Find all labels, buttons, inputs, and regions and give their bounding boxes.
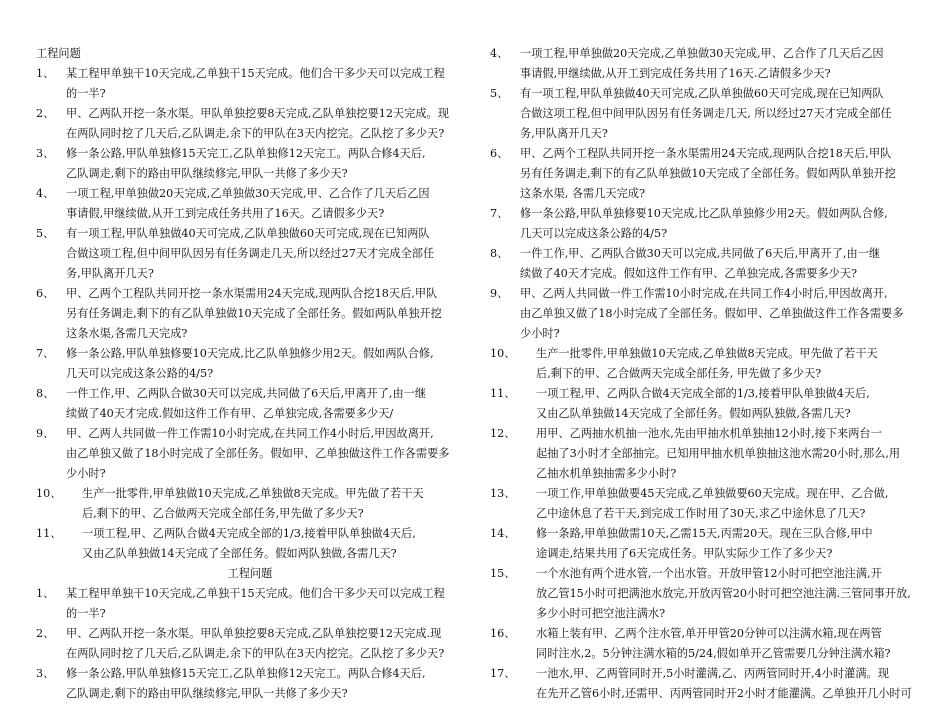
problem-item (490, 244, 918, 284)
problem-text-line: 的一半? (66, 607, 106, 620)
problem-text-line: 起抽了3小时才全部抽完。已知用甲抽水机单独抽这池水需20小时,那么,用 (536, 447, 901, 460)
problem-item (36, 424, 464, 484)
problem-number: 10、 (36, 487, 62, 500)
problem-item (490, 144, 918, 204)
problem-item (490, 44, 918, 84)
problem-number: 6、 (36, 287, 55, 300)
problem-text-line: 一项工作,甲单独做要45天完成,乙单独做要60天完成。现在甲、乙合做, (536, 487, 889, 500)
problem-number: 3、 (36, 667, 55, 680)
problem-number: 14、 (490, 527, 516, 540)
problem-number: 13、 (490, 487, 516, 500)
problem-text-line: 另有任务调走,剩下的有乙队单独做10天完成了全部任务。假如两队单独开挖 (520, 167, 896, 180)
problem-text-line: 一项工程,甲、乙两队合做4天完成全部的1/3,接着甲队单独做4天后, (536, 387, 870, 400)
problem-number: 8、 (490, 247, 509, 260)
problem-text-line: 几天可以完成这条公路的4/5? (66, 367, 214, 380)
problem-text-line: 甲、乙两队开挖一条水渠。甲队单独挖要8天完成,乙队单独挖要12天完成。现 (66, 107, 449, 120)
section-heading: 工程问题 (36, 47, 81, 60)
problem-text-line: 后,剩下的甲、乙合做两天完成全部任务,甲先做了多少天? (82, 507, 364, 520)
problem-text-line: 修一条公路,甲队单独修要10天完成,比乙队单独修少用2天。假如两队合修, (520, 207, 888, 220)
problem-text-line: 途调走,结果共用了6天完成任务。甲队实际少工作了多少天? (536, 547, 833, 560)
problem-number: 9、 (490, 287, 509, 300)
problem-text-line: 修一条路,甲单独做需10天,乙需15天,丙需20天。现在三队合修,甲中 (536, 527, 873, 540)
problem-item (36, 104, 464, 144)
problem-item (490, 484, 918, 524)
problem-text-line: 一件工作,甲、乙两队合做30天可以完成,共同做了6天后,甲离开了,由一继 (520, 247, 881, 260)
problem-item (490, 664, 918, 704)
problem-text-line: 甲、乙两人共同做一件工作需10小时完成,在共同工作4小时后,甲因故离开, (66, 427, 434, 440)
problem-text-line: 续做了40天才完成.假如这件工作有甲、乙单独完成,各需要多少天/ (66, 407, 394, 420)
problem-text-line: 务,甲队离开几天? (66, 267, 154, 280)
problem-list-continued (490, 44, 918, 704)
problem-item (36, 524, 464, 564)
problem-text-line: 这条水渠,各需几天完成? (66, 327, 188, 340)
problem-item (490, 344, 918, 384)
problem-text-line: 的一半? (66, 87, 106, 100)
problem-item (36, 484, 464, 524)
left-column (36, 44, 464, 704)
problem-number: 16、 (490, 627, 516, 640)
problem-number: 15、 (490, 567, 516, 580)
problem-item (36, 624, 464, 664)
problem-item (36, 664, 464, 704)
problem-number: 12、 (490, 427, 516, 440)
problem-item (490, 284, 918, 344)
problem-number: 4、 (36, 187, 55, 200)
problem-number: 11、 (490, 387, 516, 400)
problem-text-line: 生产一批零件,甲单独做10天完成,乙单独做8天完成。甲先做了若干天 (82, 487, 424, 500)
problem-number: 1、 (36, 67, 55, 80)
problem-number: 2、 (36, 107, 55, 120)
problem-text-line: 乙中途休息了若干天,到完成工作时用了30天,求乙中途休息了几天? (536, 507, 866, 520)
problem-text-line: 某工程甲单独干10天完成,乙单独干15天完成。他们合干多少天可以完成工程 (66, 587, 445, 600)
problem-text-line: 由乙单独又做了18小时完成了全部任务。假如甲、乙单独做这件工作各需要多 (66, 447, 450, 460)
problem-item (36, 144, 464, 184)
problem-item (490, 84, 918, 144)
problem-number: 2、 (36, 627, 55, 640)
problem-text-line: 少小时? (520, 327, 560, 340)
problem-text-line: 事请假,甲继续做,从开工到完成任务共用了16天.乙请假多少天? (520, 67, 831, 80)
problem-text-line: 修一条公路,甲队单独修要10天完成,比乙队单独修少用2天。假如两队合修, (66, 347, 434, 360)
problem-text-line: 在先开乙管6小时,还需甲、丙两管同时开2小时才能灌满。乙单独开几小时可 (536, 687, 912, 700)
problem-text-line: 用甲、乙两抽水机抽一池水,先由甲抽水机单独抽12小时,接下来两台一 (536, 427, 882, 440)
problem-number: 5、 (36, 227, 55, 240)
problem-text-line: 修一条公路,甲队单独修15天完工,乙队单独修12天完工。两队合修4天后, (66, 147, 426, 160)
problem-list (36, 64, 464, 564)
problem-text-line: 修一条公路,甲队单独修15天完工,乙队单独修12天完工。两队合修4天后, (66, 667, 426, 680)
problem-number: 4、 (490, 47, 509, 60)
problem-number: 1、 (36, 587, 55, 600)
problem-text-line: 由乙单独又做了18小时完成了全部任务。假如甲、乙单独做这件工作各需要多 (520, 307, 904, 320)
problem-item (36, 344, 464, 384)
problem-text-line: 一项工程,甲单独做20天完成,乙单独做30天完成,甲、乙合作了几天后乙因 (520, 47, 884, 60)
problem-number: 9、 (36, 427, 55, 440)
problem-text-line: 甲、乙两人共同做一件工作需10小时完成,在共同工作4小时后,甲因故离开, (520, 287, 888, 300)
problem-text-line: 在两队同时挖了几天后,乙队调走,余下的甲队在3天内挖完。乙队挖了多少天? (66, 127, 445, 140)
problem-number: 5、 (490, 87, 509, 100)
right-column (490, 44, 918, 704)
problem-number: 10、 (490, 347, 516, 360)
problem-text-line: 水箱上装有甲、乙两个注水管,单开甲管20分钟可以注满水箱,现在两管 (536, 627, 882, 640)
problem-item (36, 284, 464, 344)
problem-number: 17、 (490, 667, 516, 680)
problem-text-line: 甲、乙两队开挖一条水渠。甲队单独挖要8天完成,乙队单独挖要12天完成.现 (66, 627, 442, 640)
problem-item (490, 204, 918, 244)
problem-item (490, 384, 918, 424)
problem-text-line: 乙队调走,剩下的路由甲队继续修完,甲队一共修了多少天? (66, 687, 348, 700)
problem-item (36, 224, 464, 284)
problem-text-line: 一项工程,甲、乙两队合做4天完成全部的1/3,接着甲队单独做4天后, (82, 527, 416, 540)
problem-text-line: 有一项工程,甲队单独做40天可完成,乙队单独做60天可完成,现在已知两队 (520, 87, 884, 100)
problem-number: 8、 (36, 387, 55, 400)
problem-item (490, 424, 918, 484)
problem-text-line: 某工程甲单独干10天完成,乙单独干15天完成。他们合干多少天可以完成工程 (66, 67, 445, 80)
problem-text-line: 另有任务调走,剩下的有乙队单独做10天完成了全部任务。假如两队单独开挖 (66, 307, 442, 320)
problem-text-line: 在两队同时挖了几天后,乙队调走,余下的甲队在3天内挖完。乙队挖了多少天? (66, 647, 445, 660)
problem-text-line: 一池水,甲、乙两管同时开,5小时灌满,乙、丙两管同时开,4小时灌满。现 (536, 667, 889, 680)
problem-item (36, 64, 464, 104)
problem-text-line: 有一项工程,甲队单独做40天可完成,乙队单独做60天可完成,现在已知两队 (66, 227, 430, 240)
problem-text-line: 同时注水,2。5分钟注满水箱的5/24,假如单开乙管需要几分钟注满水箱? (536, 647, 891, 660)
problem-text-line: 一件工作,甲、乙两队合做30天可以完成,共同做了6天后,甲离开了,由一继 (66, 387, 427, 400)
problem-number: 11、 (36, 527, 62, 540)
problem-number: 3、 (36, 147, 55, 160)
problem-text-line: 这条水渠, 各需几天完成? (520, 187, 645, 200)
problem-item (36, 584, 464, 624)
problem-number: 7、 (36, 347, 55, 360)
problem-text-line: 乙抽水机单独抽需多少小时? (536, 467, 677, 480)
problem-text-line: 一个水池有两个进水管,一个出水管。开放甲管12小时可把空池注满,开 (536, 567, 882, 580)
problem-text-line: 又由乙队单独做14天完成了全部任务。假如两队独做,各需几天? (536, 407, 851, 420)
problem-item (490, 564, 918, 624)
problem-list-repeat (36, 584, 464, 704)
problem-text-line: 几天可以完成这条公路的4/5? (520, 227, 668, 240)
problem-item (490, 524, 918, 564)
problem-text-line: 生产一批零件,甲单独做10天完成,乙单独做8天完成。甲先做了若干天 (536, 347, 878, 360)
problem-text-line: 甲、乙两个工程队共同开挖一条水渠需用24天完成,现两队合挖18天后,甲队 (66, 287, 438, 300)
problem-item (36, 384, 464, 424)
problem-text-line: 一项工程,甲单独做20天完成,乙单独做30天完成,甲、乙合作了几天后乙因 (66, 187, 430, 200)
section-heading-repeat: 工程问题 (227, 567, 273, 580)
problem-text-line: 甲、乙两个工程队共同开挖一条水渠需用24天完成,现两队合挖18天后,甲队 (520, 147, 892, 160)
problem-item (36, 184, 464, 224)
problem-text-line: 事请假,甲继续做,从开工到完成任务共用了16天。乙请假多少天? (66, 207, 385, 220)
problem-text-line: 合做这项工程,但中间甲队因另有任务调走几天,所以经过27天才完成全部任 (66, 247, 435, 260)
problem-item (490, 624, 918, 664)
problem-text-line: 又由乙队单独做14天完成了全部任务。假如两队独做,各需几天? (82, 547, 397, 560)
problem-text-line: 务,甲队离开几天? (520, 127, 608, 140)
problem-text-line: 续做了40天才完成。假如这件工作有甲、乙单独完成,各需要多少天? (520, 267, 858, 280)
problem-text-line: 乙队调走,剩下的路由甲队继续修完,甲队一共修了多少天? (66, 167, 348, 180)
problem-text-line: 少小时? (66, 467, 106, 480)
problem-number: 6、 (490, 147, 509, 160)
problem-text-line: 放乙管15小时可把满池水放完,开放丙管20小时可把空池注满.三管同事开放, (536, 587, 911, 600)
problem-text-line: 合做这项工程,但中间甲队因另有任务调走几天, 所以经过27天才完成全部任 (520, 107, 892, 120)
problem-text-line: 多少小时可把空池注满水? (536, 607, 666, 620)
problem-text-line: 后,剩下的甲、乙合做两天完成全部任务, 甲先做了多少天? (536, 367, 822, 380)
problem-number: 7、 (490, 207, 509, 220)
